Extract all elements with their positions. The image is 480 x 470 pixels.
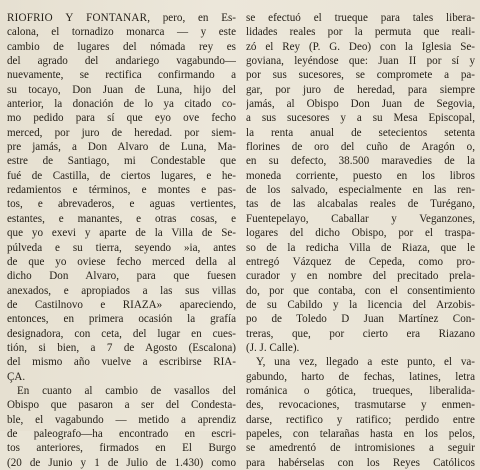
text-line: redamientos e términos, e montes e pas-	[7, 184, 236, 197]
text-line: curador y en nombre del precitado prela-	[246, 270, 475, 283]
text-line: (20 de Junio y 1 de Julio de 1.430) como	[7, 456, 236, 469]
text-line: (J. J. Calle).	[246, 341, 300, 354]
text-line: gar, por juro de heredad, para siempre	[246, 83, 475, 96]
text-line: románica o gótica, trueques, liberalida-	[246, 384, 475, 397]
text-line: po de Toledo D Juan Martínez Con-	[246, 313, 475, 326]
text-line: fué de Castilla, de ciertos lugares, e he-	[7, 169, 236, 182]
text-line: mo pedido para sí que eyo ove fecho	[7, 112, 236, 125]
text-line: tión, si bien, a 7 de Agosto (Escalona)	[7, 341, 236, 354]
text-line: merced, por juro de heredad. por siem-	[7, 126, 236, 139]
text-line: gabundo, harto de fechas, latines, letra	[246, 370, 475, 383]
text-line: Obispo que pasaron a ser del Condesta-	[7, 399, 236, 412]
text-line: ble, el vagabundo — metido a aprendiz	[7, 413, 236, 426]
text-line: por sus sucesores, se compromete a pa-	[246, 69, 475, 82]
text-line: de los salvado, especialmente en las ren-	[246, 184, 475, 197]
text-line: goviana, leyéndose que: Juan II por sí y	[246, 55, 475, 68]
text-line: se amedrentó de intromisiones a seguir	[246, 442, 475, 455]
text-line: des, revocaciones, trasmutarse y enmen-	[246, 399, 475, 412]
text-line: dicho Don Alvaro, para que fuesen	[7, 270, 236, 283]
text-line: Fuentepelayo, Caballar y Veganzones,	[246, 212, 475, 225]
text-line: do, por que contaba, con el consentimiento	[246, 284, 475, 297]
text-line: a sus sucesores y a su Mesa Episcopal,	[246, 112, 475, 125]
text-line: estre de Santiago, mi Condestable que	[7, 155, 236, 168]
text-line: que yo exevi y aparte de la Villa de Se-	[7, 227, 236, 240]
text-line: ÇA.	[7, 370, 26, 383]
text-line: tos anteriores, firmados en El Burgo	[7, 442, 236, 455]
text-line: En cuanto al cambio de vasallos del	[17, 384, 236, 397]
text-line: del agrado del andariego vagabundo—	[7, 55, 236, 68]
paragraph	[246, 355, 475, 470]
text-line: tos, e abrevaderos, e aguas vertientes,	[7, 198, 236, 211]
text-line: darse, rectifico y ratifico; perdido entre	[246, 413, 475, 426]
text-line: logares del dicho Obispo, por el traspa-	[246, 227, 475, 240]
text-line: jamás, al Obispo Don Juan de Segovia,	[246, 98, 475, 111]
text-line: calona, el tornadizo monarca — y este	[7, 26, 236, 39]
paragraph	[7, 11, 236, 384]
text-line: treras, que, por cierto era Riazano	[246, 327, 475, 340]
text-line: de Castilnovo e RIAZA» apareciendo,	[7, 298, 236, 311]
left-column	[7, 11, 236, 470]
text-line: moneda corriente, puesto en los libros	[246, 169, 475, 182]
text-line: lidades reales por la permuta que reali-	[246, 26, 475, 39]
text-line: púlveda e su tierra, seyendo »ia, antes	[7, 241, 236, 254]
text-line: su tocayo, Don Juan de Luna, hijo del	[7, 83, 236, 96]
text-line: designadora, con ceta, del lugar en cues-	[7, 327, 236, 340]
text-line: de su Cabildo y la licencia del Arzobis-	[246, 298, 475, 311]
text-line: entregó Vázquez de Cepeda, como pro-	[246, 255, 475, 268]
heading-place-name: RIOFRIO Y FONTANAR	[7, 12, 148, 24]
right-column	[246, 11, 475, 470]
text-line: de paleografo—ha encontrado en escri-	[7, 427, 236, 440]
text-line: so de la redicha Villa de Riaza, que le	[246, 241, 475, 254]
text-line: florines de oro del cuño de Aragón o,	[246, 141, 475, 154]
text-line: de que yo oviese fecho merced della al	[7, 255, 236, 268]
text-line: se efectuó el trueque para tales libera-	[246, 12, 475, 24]
text-line: RIOFRIO Y FONTANAR, pero, en Es-	[7, 12, 236, 24]
text-line: tas de las alcabalas reales de Turégano,	[246, 198, 475, 211]
text-line: para habérselas con los Reyes Católicos	[246, 456, 475, 469]
text-line: zó el Rey (P. G. Deo) con la Iglesia Se-	[246, 40, 475, 53]
text-line: Y, una vez, llegado a este punto, el va-	[256, 356, 475, 369]
text-line: estantes, e manantes, e otras cosas, e	[7, 212, 236, 225]
paragraph	[7, 384, 236, 470]
text-line: la renta anual de setecientos setenta	[246, 126, 475, 139]
text-line: entonces, en primera ocasión la grafía	[7, 313, 236, 326]
text-line: pre jamás, a Don Alvaro de Luna, Ma-	[7, 141, 236, 154]
text-line: anterior, la donación de lo ya citado co-	[7, 98, 236, 111]
text-line: anexados, e apropiados a las sus villas	[7, 284, 236, 297]
text-line: nuevamente, se rectifica confirmando a	[7, 69, 236, 82]
text-line: en su defecto, 38.500 maravedies de la	[246, 155, 475, 168]
text-line: papeles, con telarañas hasta en los pelos,	[246, 427, 475, 440]
text-line: cambio de lugares del nómada rey es	[7, 40, 236, 53]
text-line: del mismo año vuelve a escribirse RIA-	[7, 356, 236, 369]
paragraph	[246, 11, 475, 355]
